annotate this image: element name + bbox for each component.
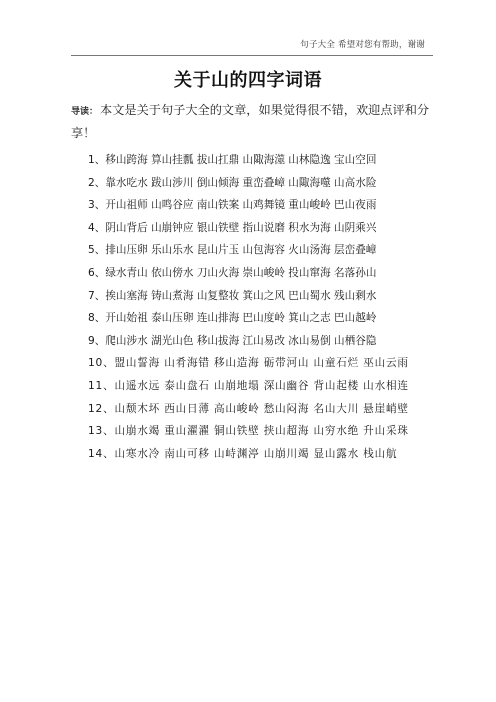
list-item: 3、开山祖师 山鸣谷应 南山铁案 山鸡舞镜 重山峻岭 巴山夜雨 (88, 199, 377, 212)
list-item: 6、绿水青山 依山傍水 刀山火海 崇山峻岭 投山窜海 名落孙山 (88, 266, 377, 279)
intro-lead-label: 导读： (71, 107, 99, 117)
running-header: 句子大全 希望对您有帮助，谢谢 (300, 40, 425, 50)
page-title: 关于山的四字词语 (174, 70, 322, 91)
list-item: 2、靠水吃水 跋山涉川 倒山倾海 重峦叠嶂 山陬海噬 山高水险 (88, 176, 377, 189)
list-item: 9、爬山涉水 湖光山色 移山拔海 江山易改 冰山易倒 山栖谷隐 (88, 334, 377, 347)
idiom-list (71, 149, 433, 465)
intro-paragraph (71, 100, 433, 144)
intro-text: 本文是关于句子大全的文章，如果觉得很不错，欢迎点评和分享！ (71, 103, 430, 140)
list-item: 10、盟山誓海 山肴海错 移山造海 砺带河山 山童石烂 巫山云雨 (88, 357, 409, 370)
list-item: 14、山寒水冷 南山可移 山峙渊渟 山崩川竭 显山露水 栈山航 (88, 447, 398, 460)
list-item: 8、开山始祖 泰山压卵 连山排海 巴山度岭 箕山之志 巴山越岭 (88, 312, 377, 325)
list-item: 7、挨山塞海 铸山煮海 山复整妆 箕山之风 巴山蜀水 残山剩水 (88, 289, 377, 302)
list-item: 1、移山跨海 算山挂瓢 拔山扛鼎 山陬海澨 山林隐逸 宝山空回 (88, 154, 377, 166)
list-item: 12、山颓木坏 西山日薄 高山峻岭 愁山闷海 名山大川 悬崖峭壁 (88, 402, 409, 415)
list-item: 11、山遥水远 泰山盘石 山崩地塌 深山幽谷 背山起楼 山水相连 (88, 379, 409, 392)
list-item: 13、山崩水竭 重山濯濯 铜山铁壁 挟山超海 山穷水绝 升山采珠 (88, 425, 409, 438)
list-item: 4、阴山背后 山崩钟应 银山铁壁 指山说磨 积水为海 山阴乘兴 (88, 221, 377, 234)
list-item: 5、排山压卵 乐山乐水 昆山片玉 山包海容 火山汤海 层峦叠嶂 (88, 244, 377, 257)
header-divider (71, 55, 433, 56)
